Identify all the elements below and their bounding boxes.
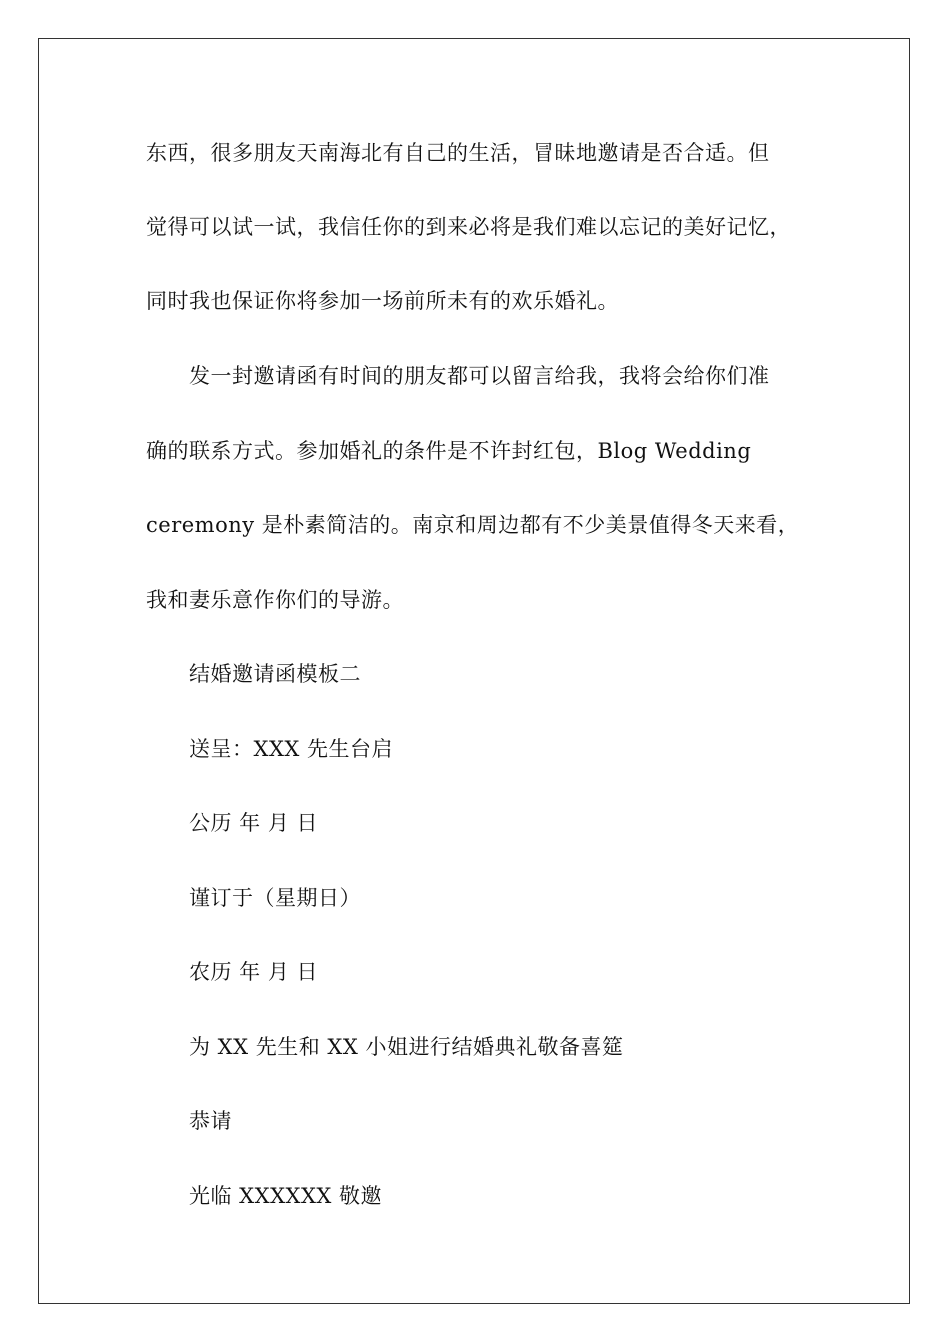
body-text-line: 我和妻乐意作你们的导游。 — [146, 588, 404, 612]
body-text-line: 确的联系方式。参加婚礼的条件是不许封红包，Blog Wedding — [146, 439, 752, 463]
invite-line: 恭请 — [189, 1109, 232, 1133]
closing-line: 光临 XXXXXX 敬邀 — [189, 1184, 383, 1208]
body-text-line: 东西，很多朋友天南海北有自己的生活，冒昧地邀请是否合适。但 — [146, 141, 770, 165]
occasion-line: 为 XX 先生和 XX 小姐进行结婚典礼敬备喜筵 — [189, 1035, 624, 1059]
body-text-line: 同时我也保证你将参加一场前所未有的欢乐婚礼。 — [146, 289, 619, 313]
addressee-line: 送呈：XXX 先生台启 — [189, 737, 394, 761]
body-text-line: 发一封邀请函有时间的朋友都可以留言给我，我将会给你们准 — [189, 364, 770, 388]
body-text-line: 觉得可以试一试，我信任你的到来必将是我们难以忘记的美好记忆， — [146, 215, 791, 239]
body-text-line: ceremony 是朴素简洁的。南京和周边都有不少美景值得冬天来看， — [146, 513, 800, 537]
gregorian-date-line: 公历 年 月 日 — [189, 811, 319, 835]
template-title: 结婚邀请函模板二 — [189, 662, 361, 686]
weekday-line: 谨订于（星期日） — [189, 886, 361, 910]
lunar-date-line: 农历 年 月 日 — [189, 960, 319, 984]
